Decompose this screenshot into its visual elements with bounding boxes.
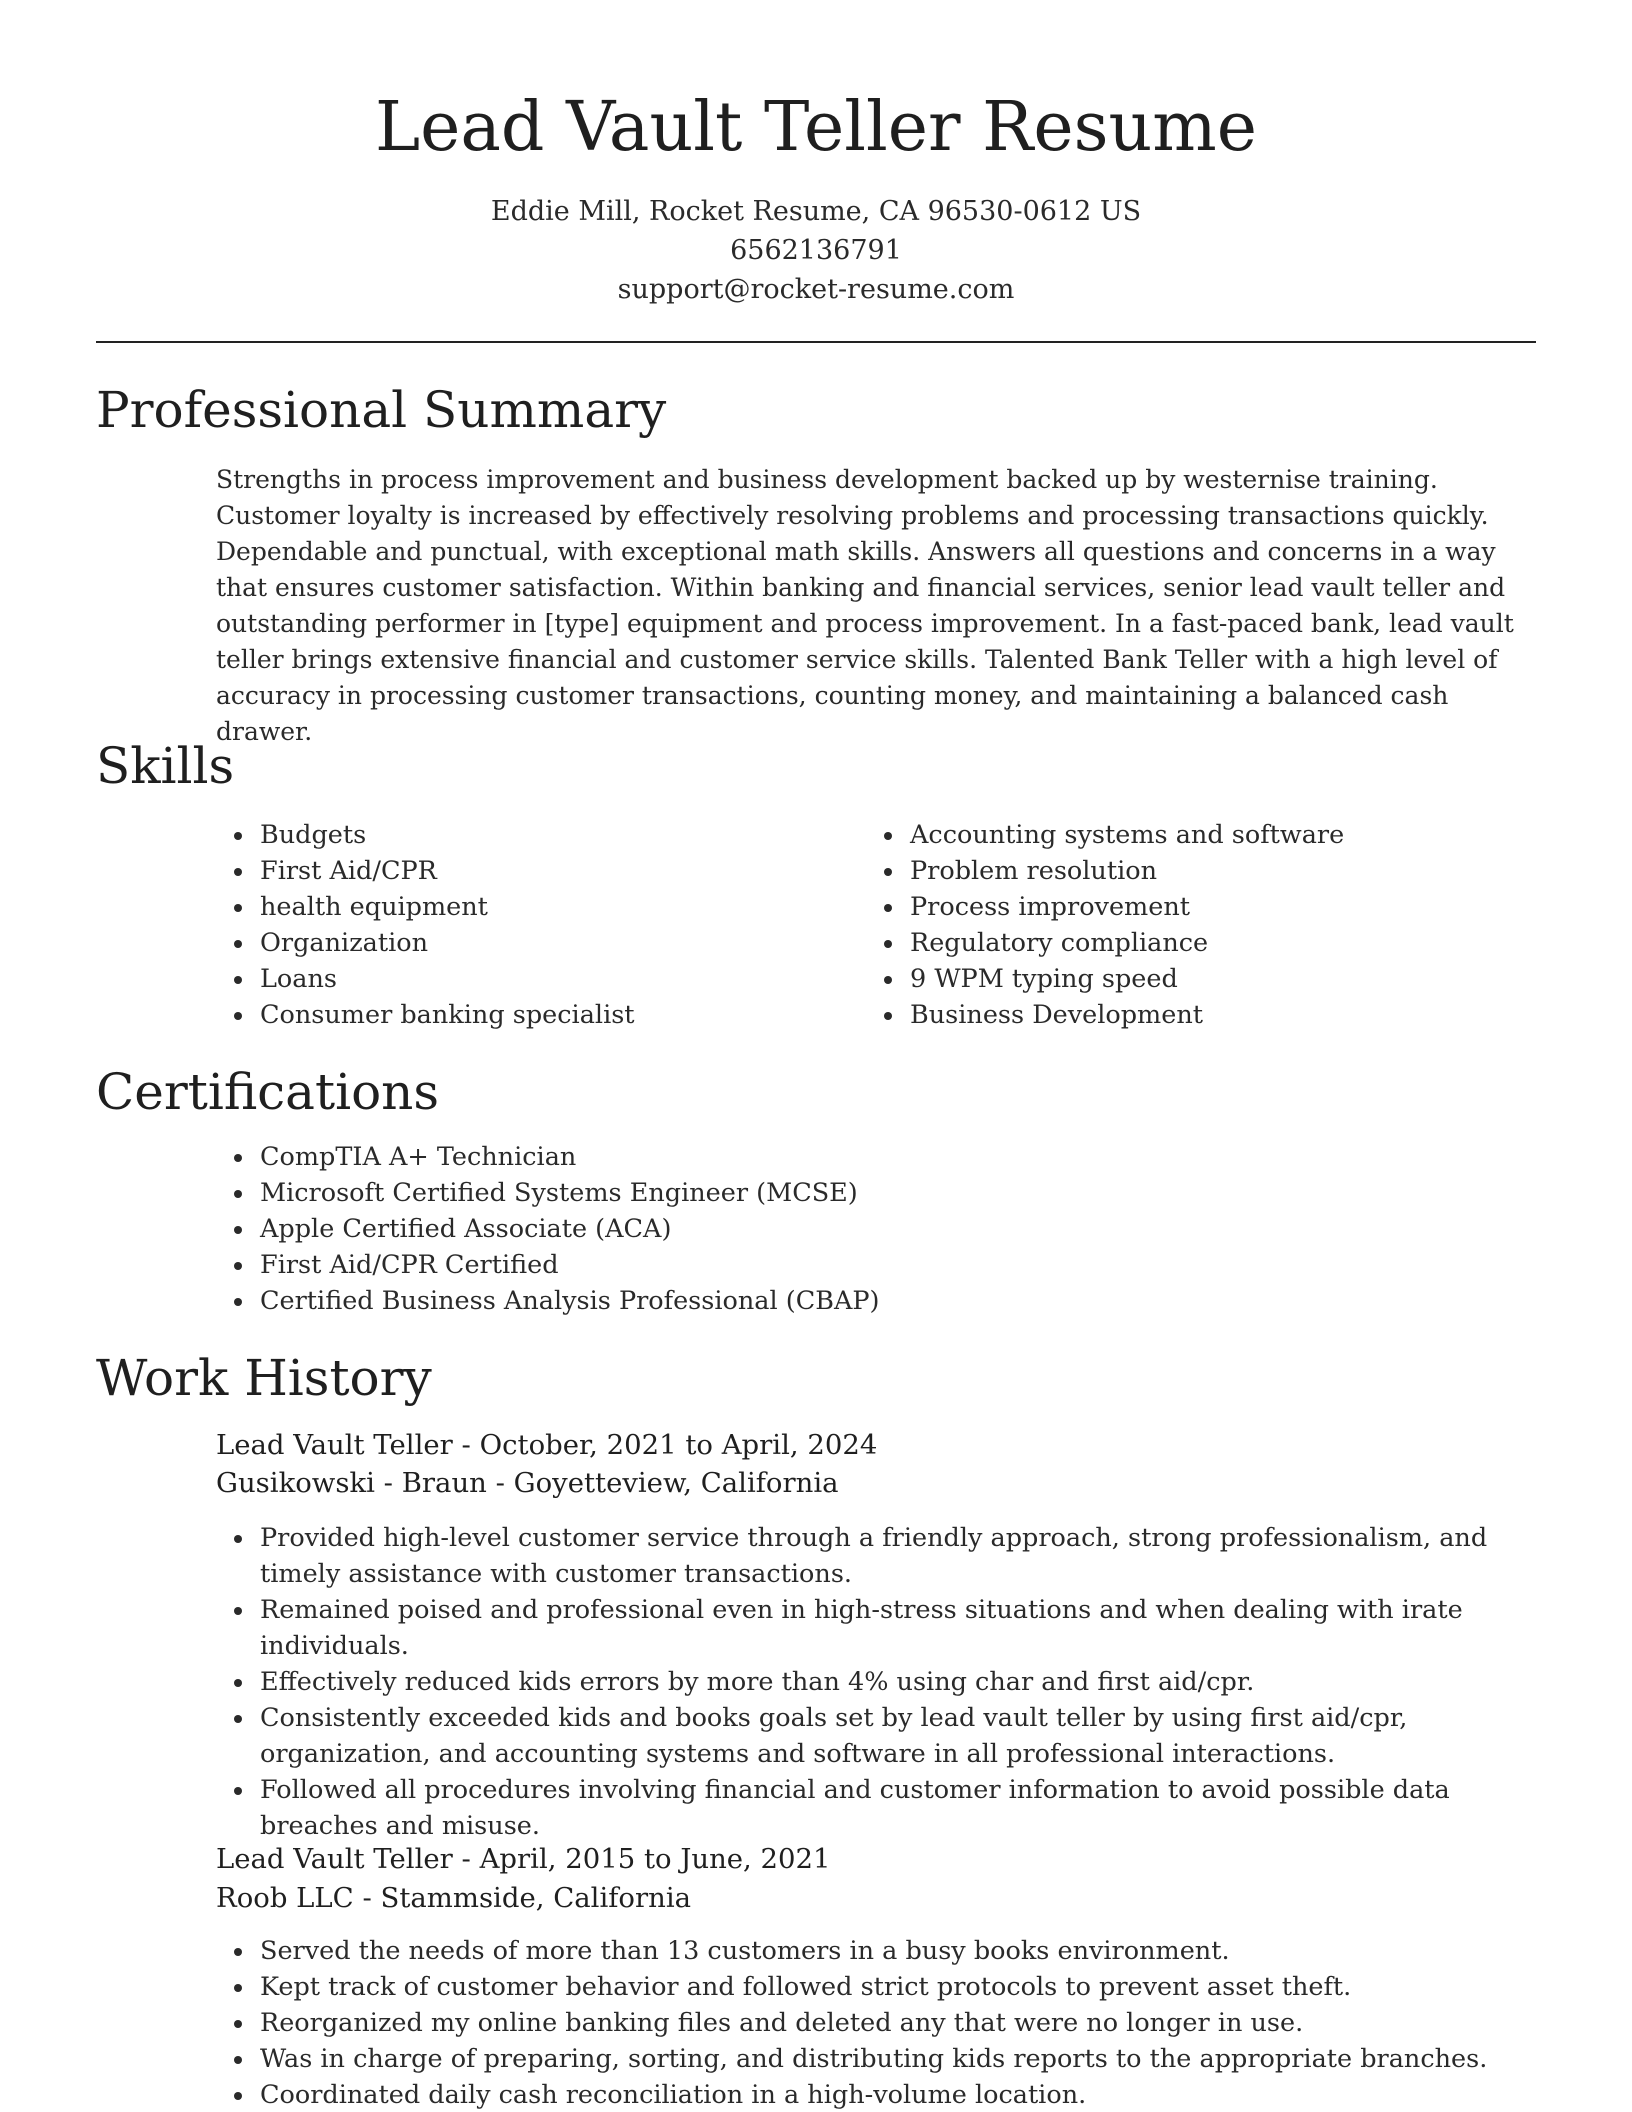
- certification-item: Certified Business Analysis Professional (CBAP): [216, 1283, 1516, 1319]
- skill-item: Organization: [216, 925, 836, 961]
- skill-item: Business Development: [866, 997, 1526, 1033]
- work-history-heading: Work History: [96, 1349, 432, 1407]
- job-bullet: Served the needs of more than 13 customers in a busy books environment.: [216, 1933, 1538, 1969]
- skill-item: Loans: [216, 961, 836, 997]
- job-company-line: Gusikowski - Braun - Goyetteview, California: [216, 1467, 839, 1499]
- job-title-line: Lead Vault Teller - April, 2015 to June, 2021: [216, 1843, 831, 1875]
- summary-heading: Professional Summary: [96, 381, 667, 439]
- job-bullets: [216, 1933, 1538, 2112]
- skills-list-left: [216, 817, 836, 1033]
- job-bullet: Reorganized my online banking files and deleted any that were no longer in use.: [216, 2005, 1538, 2041]
- skill-item: 9 WPM typing speed: [866, 961, 1526, 997]
- header-divider: [96, 341, 1536, 343]
- job-company-line: Roob LLC - Stammside, California: [216, 1882, 692, 1914]
- skill-item: Budgets: [216, 817, 836, 853]
- skills-list-right: [866, 817, 1526, 1033]
- skill-item: health equipment: [216, 889, 836, 925]
- job-bullet: Coordinated daily cash reconciliation in a high-volume location.: [216, 2077, 1538, 2112]
- skill-item: Process improvement: [866, 889, 1526, 925]
- skill-item: Consumer banking specialist: [216, 997, 836, 1033]
- skill-item: Problem resolution: [866, 853, 1526, 889]
- certification-item: First Aid/CPR Certified: [216, 1247, 1516, 1283]
- skill-item: Regulatory compliance: [866, 925, 1526, 961]
- summary-text: Strengths in process improvement and business development backed up by westernise training. Customer loyalty is increased by effectively resolving problems and processing transactions quickly. Dependable and punctual, with exceptional math skills. Answers all questions and concerns in a way that ensures customer satisfaction. Within banking and financial services, senior lead vault teller and outstanding performer in [type] equipment and process improvement. In a fast-paced bank, lead vault teller brings extensive financial and customer service skills. Talented Bank Teller with a high level of accuracy in processing customer transactions, counting money, and maintaining a balanced cash drawer.: [216, 465, 1514, 746]
- skill-item: First Aid/CPR: [216, 853, 836, 889]
- contact-address: Eddie Mill, Rocket Resume, CA 96530-0612 US: [490, 196, 1142, 227]
- job-bullets: [216, 1520, 1538, 1844]
- job-title-line: Lead Vault Teller - October, 2021 to April, 2024: [216, 1429, 878, 1461]
- job-bullet: Provided high-level customer service through a friendly approach, strong professionalism, and timely assistance with customer transactions.: [216, 1520, 1538, 1592]
- resume-title: Lead Vault Teller Resume: [374, 88, 1257, 167]
- certification-item: Microsoft Certified Systems Engineer (MCSE): [216, 1175, 1516, 1211]
- job-bullet: Consistently exceeded kids and books goals set by lead vault teller by using first aid/cpr, organization, and accounting systems and software in all professional interactions.: [216, 1700, 1538, 1772]
- skill-item: Accounting systems and software: [866, 817, 1526, 853]
- certifications-heading: Certifications: [96, 1063, 440, 1121]
- contact-phone: 6562136791: [730, 235, 902, 266]
- job-bullet: Followed all procedures involving financial and customer information to avoid possible data breaches and misuse.: [216, 1772, 1538, 1844]
- contact-block: [0, 192, 1632, 309]
- job-bullet: Effectively reduced kids errors by more than 4% using char and first aid/cpr.: [216, 1664, 1538, 1700]
- contact-email: support@rocket-resume.com: [617, 274, 1015, 305]
- certifications-list: [216, 1139, 1516, 1319]
- certification-item: Apple Certified Associate (ACA): [216, 1211, 1516, 1247]
- job-bullet: Kept track of customer behavior and followed strict protocols to prevent asset theft.: [216, 1969, 1538, 2005]
- job-bullet: Was in charge of preparing, sorting, and distributing kids reports to the appropriate branches.: [216, 2041, 1538, 2077]
- job-bullet: Remained poised and professional even in high-stress situations and when dealing with irate individuals.: [216, 1592, 1538, 1664]
- certification-item: CompTIA A+ Technician: [216, 1139, 1516, 1175]
- skills-heading: Skills: [96, 737, 235, 795]
